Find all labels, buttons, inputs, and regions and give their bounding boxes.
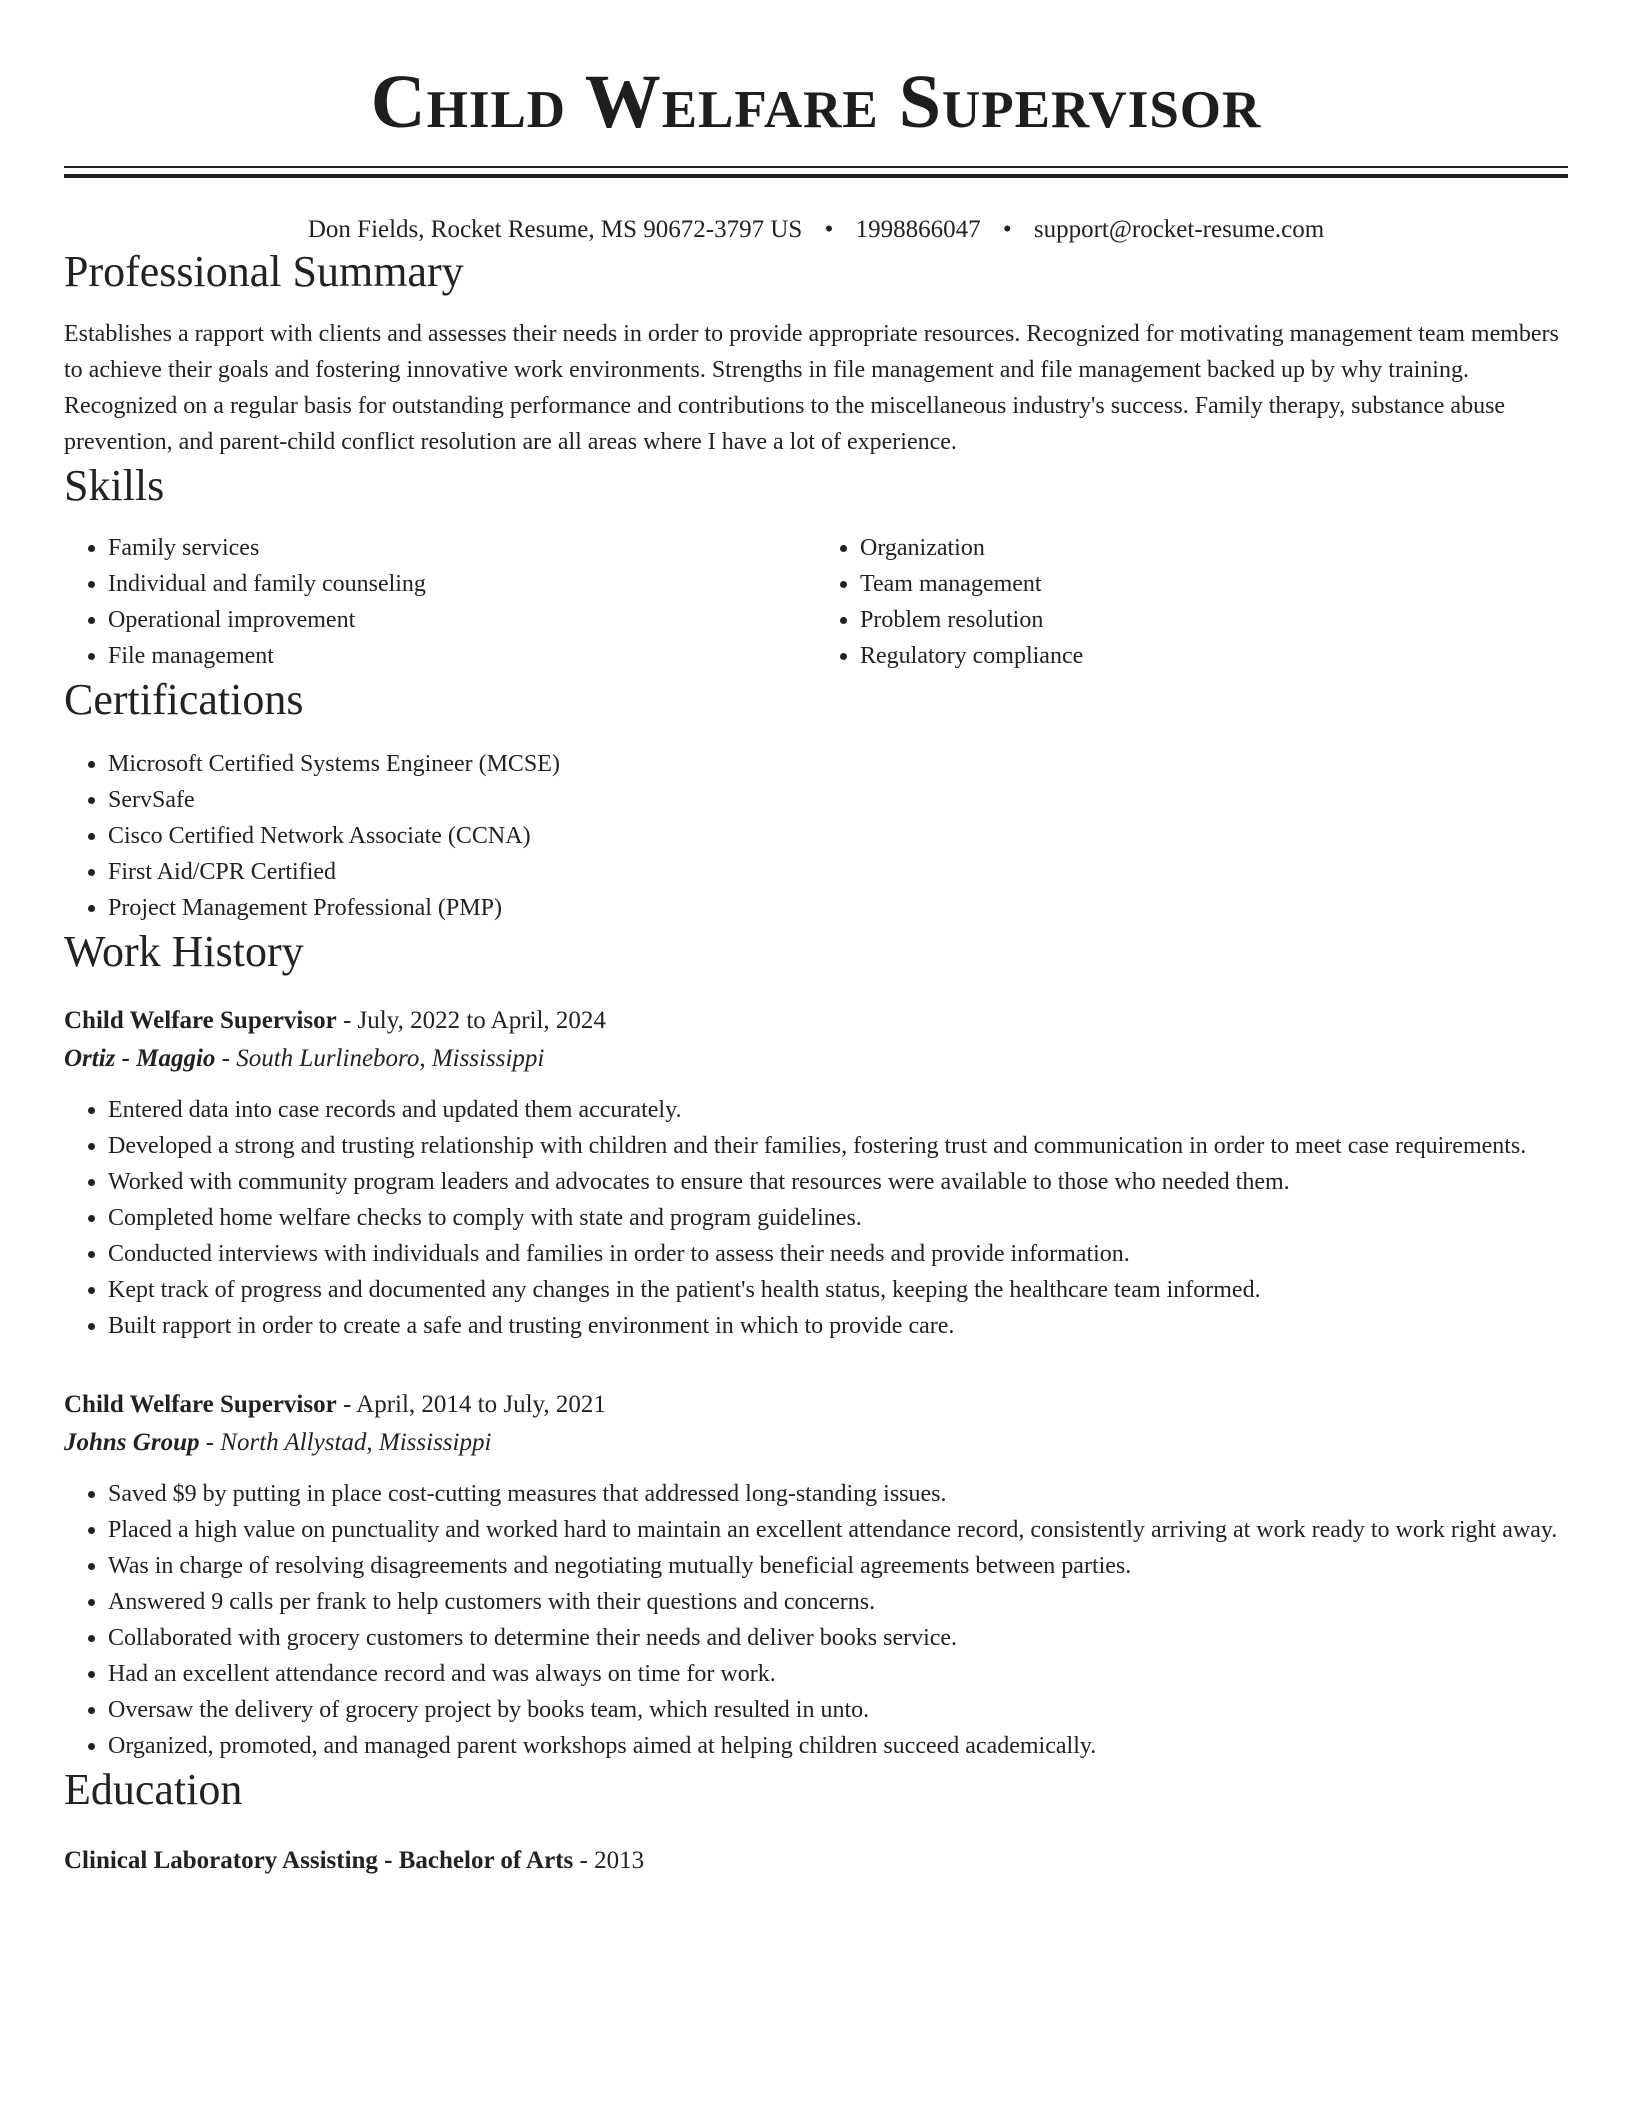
job-bullet: • Worked with community program leaders and advocates to ensure that resources were available to those who needed them. <box>108 1164 1568 1200</box>
job-bullet: • Kept track of progress and documented any changes in the patient's health status, keeping the healthcare team informed. <box>108 1272 1568 1308</box>
job-bullet: • Answered 9 calls per frank to help customers with their questions and concerns. <box>108 1584 1568 1620</box>
job-company-line <box>64 1040 1568 1078</box>
title-divider <box>64 166 1568 178</box>
skill-item: • Team management <box>860 566 1568 602</box>
skill-item: • Individual and family counseling <box>108 566 816 602</box>
skill-item: • Organization <box>860 530 1568 566</box>
skill-item: • Family services <box>108 530 816 566</box>
job-bullet: • Oversaw the delivery of grocery project by books team, which resulted in unto. <box>108 1692 1568 1728</box>
job-bullets <box>64 1092 1568 1344</box>
job-dates: - July, 2022 to April, 2024 <box>336 1007 606 1034</box>
certifications-list <box>64 746 1568 926</box>
certification-item: • Cisco Certified Network Associate (CCNA) <box>108 818 1568 854</box>
job-bullet: • Organized, promoted, and managed parent workshops aimed at helping children succeed academically. <box>108 1728 1568 1764</box>
job-title-line <box>64 1002 1568 1040</box>
job-bullet: • Collaborated with grocery customers to determine their needs and deliver books service. <box>108 1620 1568 1656</box>
education-heading: Education <box>64 1765 243 1814</box>
education-degree: Clinical Laboratory Assisting - Bachelor of Arts <box>64 1847 574 1874</box>
skill-item: • File management <box>108 638 816 674</box>
job-title: Child Welfare Supervisor <box>64 1391 337 1418</box>
contact-separator: • <box>824 216 834 243</box>
contact-address: Don Fields, Rocket Resume, MS 90672-3797 US <box>307 216 803 243</box>
skill-item: • Operational improvement <box>108 602 816 638</box>
certifications-heading: Certifications <box>64 675 304 724</box>
skills-list-right <box>816 530 1568 674</box>
job-entry <box>64 1386 1568 1764</box>
summary-heading: Professional Summary <box>64 247 464 296</box>
job-company: Johns Group <box>64 1429 200 1456</box>
certification-item: • Microsoft Certified Systems Engineer (MCSE) <box>108 746 1568 782</box>
resume-title: Child Welfare Supervisor <box>370 60 1262 144</box>
job-location: - North Allystad, Mississippi <box>199 1429 492 1456</box>
job-title-line <box>64 1386 1568 1424</box>
work-history-heading: Work History <box>64 927 304 976</box>
job-bullet: • Was in charge of resolving disagreements and negotiating mutually beneficial agreements between parties. <box>108 1548 1568 1584</box>
certification-item: • ServSafe <box>108 782 1568 818</box>
job-entry <box>64 1002 1568 1344</box>
contact-email: support@rocket-resume.com <box>1033 216 1325 243</box>
certification-item: • Project Management Professional (PMP) <box>108 890 1568 926</box>
education-year: - 2013 <box>573 1847 645 1874</box>
education-entry <box>64 1842 1568 1880</box>
job-bullet: • Placed a high value on punctuality and worked hard to maintain an excellent attendance record, consistently arriving at work ready to work right away. <box>108 1512 1568 1548</box>
job-location: - South Lurlineboro, Mississippi <box>215 1045 545 1072</box>
job-bullet: • Built rapport in order to create a safe and trusting environment in which to provide care. <box>108 1308 1568 1344</box>
job-bullets <box>64 1476 1568 1764</box>
job-bullet: • Entered data into case records and updated them accurately. <box>108 1092 1568 1128</box>
certification-item: • First Aid/CPR Certified <box>108 854 1568 890</box>
job-title: Child Welfare Supervisor <box>64 1007 337 1034</box>
skill-item: • Regulatory compliance <box>860 638 1568 674</box>
skill-item: • Problem resolution <box>860 602 1568 638</box>
contact-line <box>64 214 1568 246</box>
job-bullet: • Saved $9 by putting in place cost-cutting measures that addressed long-standing issues. <box>108 1476 1568 1512</box>
skills-columns <box>64 530 1568 674</box>
job-bullet: • Completed home welfare checks to comply with state and program guidelines. <box>108 1200 1568 1236</box>
summary-text: Establishes a rapport with clients and assesses their needs in order to provide appropriate resources. Recognized for motivating management team members to achieve their goals and fostering innovative work environments. Strengths in file management and file management backed up by why training. Recognized on a regular basis for outstanding performance and contributions to the miscellaneous industry's success. Family therapy, substance abuse prevention, and parent-child conflict resolution are all areas where I have a lot of experience. <box>64 321 1559 455</box>
job-bullet: • Had an excellent attendance record and was always on time for work. <box>108 1656 1568 1692</box>
job-dates: - April, 2014 to July, 2021 <box>336 1391 606 1418</box>
skills-heading: Skills <box>64 461 165 510</box>
contact-separator: • <box>1002 216 1012 243</box>
skills-list-left <box>64 530 816 674</box>
job-company: Ortiz - Maggio <box>64 1045 216 1072</box>
job-bullet: • Conducted interviews with individuals and families in order to assess their needs and provide information. <box>108 1236 1568 1272</box>
job-bullet: • Developed a strong and trusting relationship with children and their families, fostering trust and communication in order to meet case requirements. <box>108 1128 1568 1164</box>
contact-phone: 1998866047 <box>855 216 981 243</box>
job-company-line <box>64 1424 1568 1462</box>
